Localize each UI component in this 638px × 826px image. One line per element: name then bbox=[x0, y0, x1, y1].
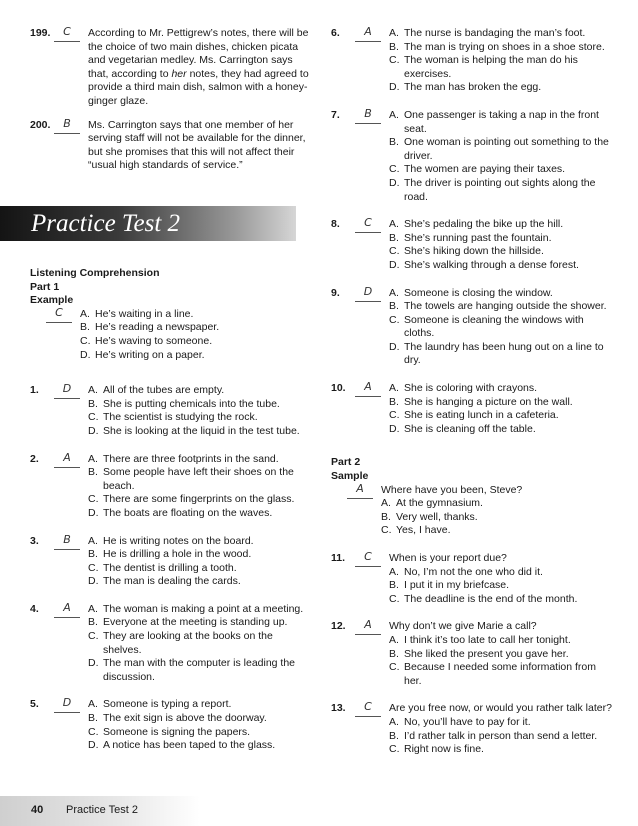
option-letter: D. bbox=[88, 424, 99, 437]
question-number: 12. bbox=[331, 620, 346, 633]
option-letter: C. bbox=[88, 561, 99, 574]
section-title: Listening Comprehension bbox=[30, 267, 160, 279]
options bbox=[389, 382, 613, 436]
option bbox=[389, 423, 613, 437]
option-text: She is looking at the liquid in the test tube. bbox=[103, 424, 300, 437]
option-letter: C. bbox=[389, 661, 400, 674]
answer-mark: C bbox=[364, 550, 372, 563]
option-text: Someone is closing the window. bbox=[404, 286, 553, 299]
right-column bbox=[331, 27, 613, 771]
answer-mark: C bbox=[63, 25, 71, 38]
options bbox=[389, 218, 613, 272]
option-text: She liked the present you gave her. bbox=[404, 647, 569, 660]
answer-blank bbox=[355, 106, 381, 124]
option-letter: A. bbox=[389, 286, 399, 299]
option-letter: B. bbox=[80, 321, 90, 334]
option-letter: B. bbox=[88, 397, 98, 410]
option-letter: A. bbox=[389, 715, 399, 728]
option-text: All of the tubes are empty. bbox=[103, 384, 225, 397]
option bbox=[88, 562, 312, 576]
option bbox=[389, 314, 613, 341]
option-text: One woman is pointing out something to the driver. bbox=[404, 136, 609, 162]
option-letter: D. bbox=[389, 258, 400, 271]
option-text: Because I needed some information from her. bbox=[404, 661, 597, 687]
option bbox=[389, 730, 613, 744]
option-letter: C. bbox=[389, 743, 400, 756]
option bbox=[389, 566, 613, 580]
option bbox=[381, 511, 613, 525]
answer-blank bbox=[355, 700, 381, 717]
option bbox=[80, 308, 312, 322]
question-number: 10. bbox=[331, 382, 346, 395]
answer-blank bbox=[54, 600, 80, 618]
option-text: Everyone at the meeting is standing up. bbox=[103, 616, 288, 629]
option bbox=[389, 41, 613, 55]
question-number: 3. bbox=[30, 534, 39, 547]
option-text: At the gymnasium. bbox=[396, 497, 483, 510]
option bbox=[389, 409, 613, 423]
question-number: 200. bbox=[30, 118, 51, 131]
option-letter: B. bbox=[88, 466, 98, 479]
answer-mark: C bbox=[364, 216, 372, 230]
option bbox=[88, 630, 312, 657]
option-letter: A. bbox=[389, 633, 399, 646]
option-text: The women are paying their taxes. bbox=[404, 163, 566, 176]
option bbox=[88, 575, 312, 589]
option bbox=[389, 27, 613, 41]
option-text: He’s waving to someone. bbox=[95, 334, 213, 347]
option-text: She is hanging a picture on the wall. bbox=[404, 395, 573, 408]
option-text: She’s hiking down the hillside. bbox=[404, 245, 544, 258]
question-item bbox=[331, 218, 613, 272]
option-text: Someone is typing a report. bbox=[103, 698, 232, 711]
question-item bbox=[30, 600, 312, 685]
option bbox=[389, 81, 613, 95]
option bbox=[88, 535, 312, 549]
option-text: No, you’ll have to pay for it. bbox=[404, 715, 531, 728]
option-text: The woman is helping the man do his exercises. bbox=[404, 54, 578, 80]
option-text: The man has broken the egg. bbox=[404, 81, 542, 94]
part1-left-questions bbox=[30, 384, 312, 753]
option-text: She is putting chemicals into the tube. bbox=[103, 397, 280, 410]
option bbox=[88, 548, 312, 562]
option-letter: A. bbox=[381, 497, 391, 510]
option bbox=[389, 287, 613, 301]
option bbox=[389, 163, 613, 177]
option-text: She’s walking through a dense forest. bbox=[404, 258, 579, 271]
option bbox=[80, 335, 312, 349]
example-item bbox=[30, 305, 312, 362]
option-text: One passenger is taking a nap in the front seat. bbox=[404, 108, 599, 135]
option-letter: D. bbox=[389, 340, 400, 353]
option bbox=[389, 259, 613, 273]
answer-blank bbox=[355, 284, 381, 302]
answer-blank bbox=[54, 532, 80, 550]
option-letter: A. bbox=[389, 27, 399, 39]
option bbox=[88, 453, 312, 467]
options bbox=[80, 308, 312, 362]
options bbox=[88, 453, 312, 521]
option-text: He’s reading a newspaper. bbox=[95, 321, 220, 334]
option-text: She is eating lunch in a cafeteria. bbox=[404, 409, 559, 422]
option-text: The man is dealing the cards. bbox=[103, 575, 241, 588]
option-text: Someone is cleaning the windows with cloths. bbox=[404, 313, 584, 340]
answer-blank bbox=[355, 216, 381, 233]
option-text: The dentist is drilling a tooth. bbox=[103, 561, 237, 574]
option-text: The deadline is the end of the month. bbox=[404, 592, 578, 605]
option-text: There are three footprints in the sand. bbox=[103, 452, 279, 465]
answer-blank bbox=[347, 481, 373, 499]
options bbox=[389, 27, 613, 95]
option bbox=[80, 349, 312, 363]
answer-blank bbox=[355, 550, 381, 567]
option-text: I’d rather talk in person than send a letter. bbox=[404, 729, 598, 742]
option bbox=[88, 657, 312, 684]
option-text: No, I’m not the one who did it. bbox=[404, 565, 543, 578]
question-number: 11. bbox=[331, 552, 346, 564]
option-letter: B. bbox=[389, 300, 399, 313]
answer-mark: A bbox=[63, 600, 71, 614]
answer-blank bbox=[54, 382, 80, 399]
option-text: The exit sign is above the doorway. bbox=[103, 712, 267, 725]
option-letter: B. bbox=[389, 395, 399, 408]
option-letter: B. bbox=[88, 548, 98, 561]
banner-title: Practice Test 2 bbox=[31, 210, 181, 237]
option bbox=[88, 616, 312, 630]
option-text: The boats are floating on the waves. bbox=[103, 506, 273, 519]
option-text: She is cleaning off the table. bbox=[404, 422, 536, 435]
question-number: 2. bbox=[30, 452, 39, 465]
option-letter: B. bbox=[389, 136, 399, 149]
question-item bbox=[331, 106, 613, 204]
option bbox=[381, 497, 613, 511]
answer-mark: B bbox=[364, 106, 372, 120]
option bbox=[389, 648, 613, 662]
question-item bbox=[331, 284, 613, 369]
sample-item bbox=[331, 481, 613, 538]
question-text: Are you free now, or would you rather talk later? bbox=[389, 702, 612, 715]
option bbox=[389, 396, 613, 410]
option bbox=[389, 232, 613, 246]
option bbox=[88, 712, 312, 726]
option-text: I put it in my briefcase. bbox=[404, 579, 510, 592]
option-text: The man is trying on shoes in a shoe store. bbox=[404, 40, 605, 53]
option-text: Right now is fine. bbox=[404, 743, 484, 756]
option-letter: D. bbox=[389, 176, 400, 189]
option-text: Someone is signing the papers. bbox=[103, 725, 251, 738]
option-letter: A. bbox=[88, 534, 98, 547]
option-letter: B. bbox=[88, 712, 98, 725]
option-letter: A. bbox=[389, 565, 399, 578]
answer-mark: C bbox=[55, 305, 63, 319]
option-text: The laundry has been hung out on a line to dry. bbox=[404, 340, 604, 367]
option-text: The nurse is bandaging the man’s foot. bbox=[404, 27, 586, 39]
option-text: He’s waiting in a line. bbox=[95, 307, 194, 320]
options bbox=[389, 287, 613, 369]
option bbox=[88, 493, 312, 507]
answer-mark: D bbox=[62, 696, 72, 710]
option bbox=[88, 739, 312, 753]
part1-block bbox=[30, 267, 312, 767]
footer-title: Practice Test 2 bbox=[66, 804, 138, 816]
answer-blank bbox=[355, 380, 381, 397]
option-text: She is coloring with crayons. bbox=[404, 382, 538, 395]
option-letter: B. bbox=[389, 729, 399, 742]
option bbox=[88, 425, 312, 439]
option-text: A notice has been taped to the glass. bbox=[103, 739, 276, 752]
question-item bbox=[30, 532, 312, 589]
option-text: The towels are hanging outside the shower. bbox=[404, 300, 607, 313]
answer-blank bbox=[355, 618, 381, 635]
option-letter: C. bbox=[389, 313, 400, 326]
question-number: 8. bbox=[331, 218, 340, 231]
option bbox=[381, 524, 613, 538]
question-number: 4. bbox=[30, 602, 39, 615]
option-letter: A. bbox=[389, 382, 399, 395]
question-200 bbox=[30, 116, 312, 173]
option-letter: B. bbox=[88, 616, 98, 629]
answer-blank bbox=[355, 25, 381, 42]
answer-mark: C bbox=[364, 700, 372, 714]
part1-right-questions bbox=[331, 27, 613, 436]
option-letter: C. bbox=[389, 245, 400, 258]
option-letter: B. bbox=[389, 40, 399, 53]
option-letter: C. bbox=[88, 725, 99, 738]
option-letter: A. bbox=[80, 307, 90, 320]
options bbox=[389, 620, 613, 688]
sample-label: Sample bbox=[331, 470, 369, 483]
answer-mark: D bbox=[62, 382, 72, 396]
option-text: Yes, I have. bbox=[396, 524, 451, 537]
option bbox=[88, 507, 312, 521]
option-letter: C. bbox=[88, 411, 99, 424]
answer-blank bbox=[46, 305, 72, 323]
option bbox=[389, 593, 613, 607]
part-label: Part 1 bbox=[30, 280, 60, 293]
option-text: He is writing notes on the board. bbox=[103, 534, 254, 547]
question-number: 5. bbox=[30, 698, 39, 711]
question-number: 13. bbox=[331, 702, 346, 715]
option bbox=[389, 579, 613, 593]
option bbox=[389, 341, 613, 368]
answer-mark: D bbox=[363, 284, 373, 298]
option bbox=[88, 398, 312, 412]
option-letter: C. bbox=[381, 524, 392, 537]
question-item bbox=[331, 620, 613, 688]
option-letter: A. bbox=[88, 602, 98, 615]
question-item bbox=[30, 698, 312, 752]
options bbox=[389, 702, 613, 756]
option-text: They are looking at the books on the shelves. bbox=[103, 630, 273, 656]
option-letter: D. bbox=[80, 348, 91, 361]
option-letter: A. bbox=[389, 218, 399, 231]
option-letter: C. bbox=[80, 334, 91, 347]
answer-mark: A bbox=[63, 450, 71, 464]
page-footer bbox=[0, 796, 200, 826]
option bbox=[389, 634, 613, 648]
option-letter: A. bbox=[88, 698, 98, 711]
option-text: There are some fingerprints on the glass. bbox=[103, 493, 295, 506]
question-199 bbox=[30, 27, 312, 109]
option-letter: A. bbox=[389, 108, 399, 121]
answer-mark: B bbox=[63, 532, 71, 546]
answer-blank bbox=[54, 116, 80, 134]
option-text: Some people have left their shoes on the beach. bbox=[103, 466, 294, 492]
question-text: When is your report due? bbox=[389, 552, 507, 564]
option-letter: C. bbox=[389, 592, 400, 605]
options bbox=[88, 698, 312, 752]
answer-mark: A bbox=[356, 481, 364, 495]
question-item bbox=[331, 382, 613, 436]
question-item bbox=[331, 552, 613, 606]
question-text: According to Mr. Pettigrew’s notes, there will be the choice of two main dishes, chicken picata and vegetarian medley. Ms. Carrington says that, according to her notes, they had agreed to provide a third main dish, salmon with a honey-ginger glaze. bbox=[88, 27, 309, 107]
options bbox=[88, 384, 312, 438]
option bbox=[389, 109, 613, 136]
option-text: I think it’s too late to call her tonight. bbox=[404, 633, 571, 646]
option-letter: B. bbox=[389, 579, 399, 592]
question-text: Ms. Carrington says that one member of her serving staff will not be available for the dinner, but she promises that this will not affect their “usual high standards of service.” bbox=[88, 118, 306, 172]
question-number: 6. bbox=[331, 27, 340, 39]
question-text: Where have you been, Steve? bbox=[381, 483, 523, 496]
option bbox=[88, 384, 312, 398]
option-text: The driver is pointing out sights along the road. bbox=[404, 176, 596, 203]
option-letter: D. bbox=[88, 575, 99, 588]
question-number: 9. bbox=[331, 286, 340, 299]
question-number: 199. bbox=[30, 27, 51, 39]
answer-blank bbox=[54, 696, 80, 713]
question-item bbox=[30, 384, 312, 438]
option bbox=[389, 743, 613, 757]
option-text: He’s writing on a paper. bbox=[95, 348, 205, 361]
part-label: Part 2 bbox=[331, 456, 361, 469]
answer-blank bbox=[54, 25, 80, 42]
option bbox=[80, 321, 312, 335]
answer-mark: A bbox=[364, 380, 372, 394]
option-letter: D. bbox=[389, 422, 400, 435]
option bbox=[88, 603, 312, 617]
option-letter: B. bbox=[389, 231, 399, 244]
option-text: The scientist is studying the rock. bbox=[103, 411, 258, 424]
option bbox=[389, 136, 613, 163]
option bbox=[389, 661, 613, 688]
option-text: The woman is making a point at a meeting. bbox=[103, 602, 304, 615]
option bbox=[88, 698, 312, 712]
options bbox=[389, 552, 613, 606]
answer-mark: A bbox=[364, 618, 372, 632]
option-letter: C. bbox=[389, 409, 400, 422]
option bbox=[389, 716, 613, 730]
option-letter: D. bbox=[389, 81, 400, 94]
option-letter: A. bbox=[88, 452, 98, 465]
example-label: Example bbox=[30, 294, 74, 307]
section-banner bbox=[0, 206, 296, 241]
option-letter: A. bbox=[88, 384, 98, 397]
option-letter: D. bbox=[88, 739, 99, 752]
question-text: Why don’t we give Marie a call? bbox=[389, 620, 537, 633]
option-text: He is drilling a hole in the wood. bbox=[103, 548, 252, 561]
option-text: Very well, thanks. bbox=[396, 510, 478, 523]
option-letter: C. bbox=[389, 163, 400, 176]
option-letter: D. bbox=[88, 506, 99, 519]
option-text: The man with the computer is leading the discussion. bbox=[103, 657, 296, 683]
page-number: 40 bbox=[31, 804, 44, 816]
question-item bbox=[331, 702, 613, 756]
options bbox=[389, 109, 613, 204]
option-letter: B. bbox=[381, 510, 391, 523]
question-item bbox=[331, 27, 613, 95]
option-text: She’s running past the fountain. bbox=[404, 231, 552, 244]
option-letter: C. bbox=[389, 54, 400, 67]
option bbox=[88, 726, 312, 740]
option bbox=[389, 54, 613, 81]
option bbox=[389, 218, 613, 232]
question-number: 7. bbox=[331, 108, 340, 121]
answer-blank bbox=[54, 450, 80, 468]
options bbox=[88, 535, 312, 589]
answer-mark: B bbox=[63, 116, 71, 130]
answer-mark: A bbox=[364, 25, 372, 38]
options bbox=[381, 484, 613, 538]
option-letter: C. bbox=[88, 630, 99, 643]
option-letter: B. bbox=[389, 647, 399, 660]
option bbox=[88, 466, 312, 493]
question-item bbox=[30, 450, 312, 521]
options bbox=[88, 603, 312, 685]
option bbox=[389, 300, 613, 314]
question-number: 1. bbox=[30, 384, 39, 397]
option bbox=[389, 177, 613, 204]
option-text: She’s pedaling the bike up the hill. bbox=[404, 218, 564, 231]
option-letter: C. bbox=[88, 493, 99, 506]
option bbox=[88, 411, 312, 425]
option-letter: D. bbox=[88, 657, 99, 670]
option bbox=[389, 245, 613, 259]
option bbox=[389, 382, 613, 396]
part2-questions bbox=[331, 552, 613, 757]
